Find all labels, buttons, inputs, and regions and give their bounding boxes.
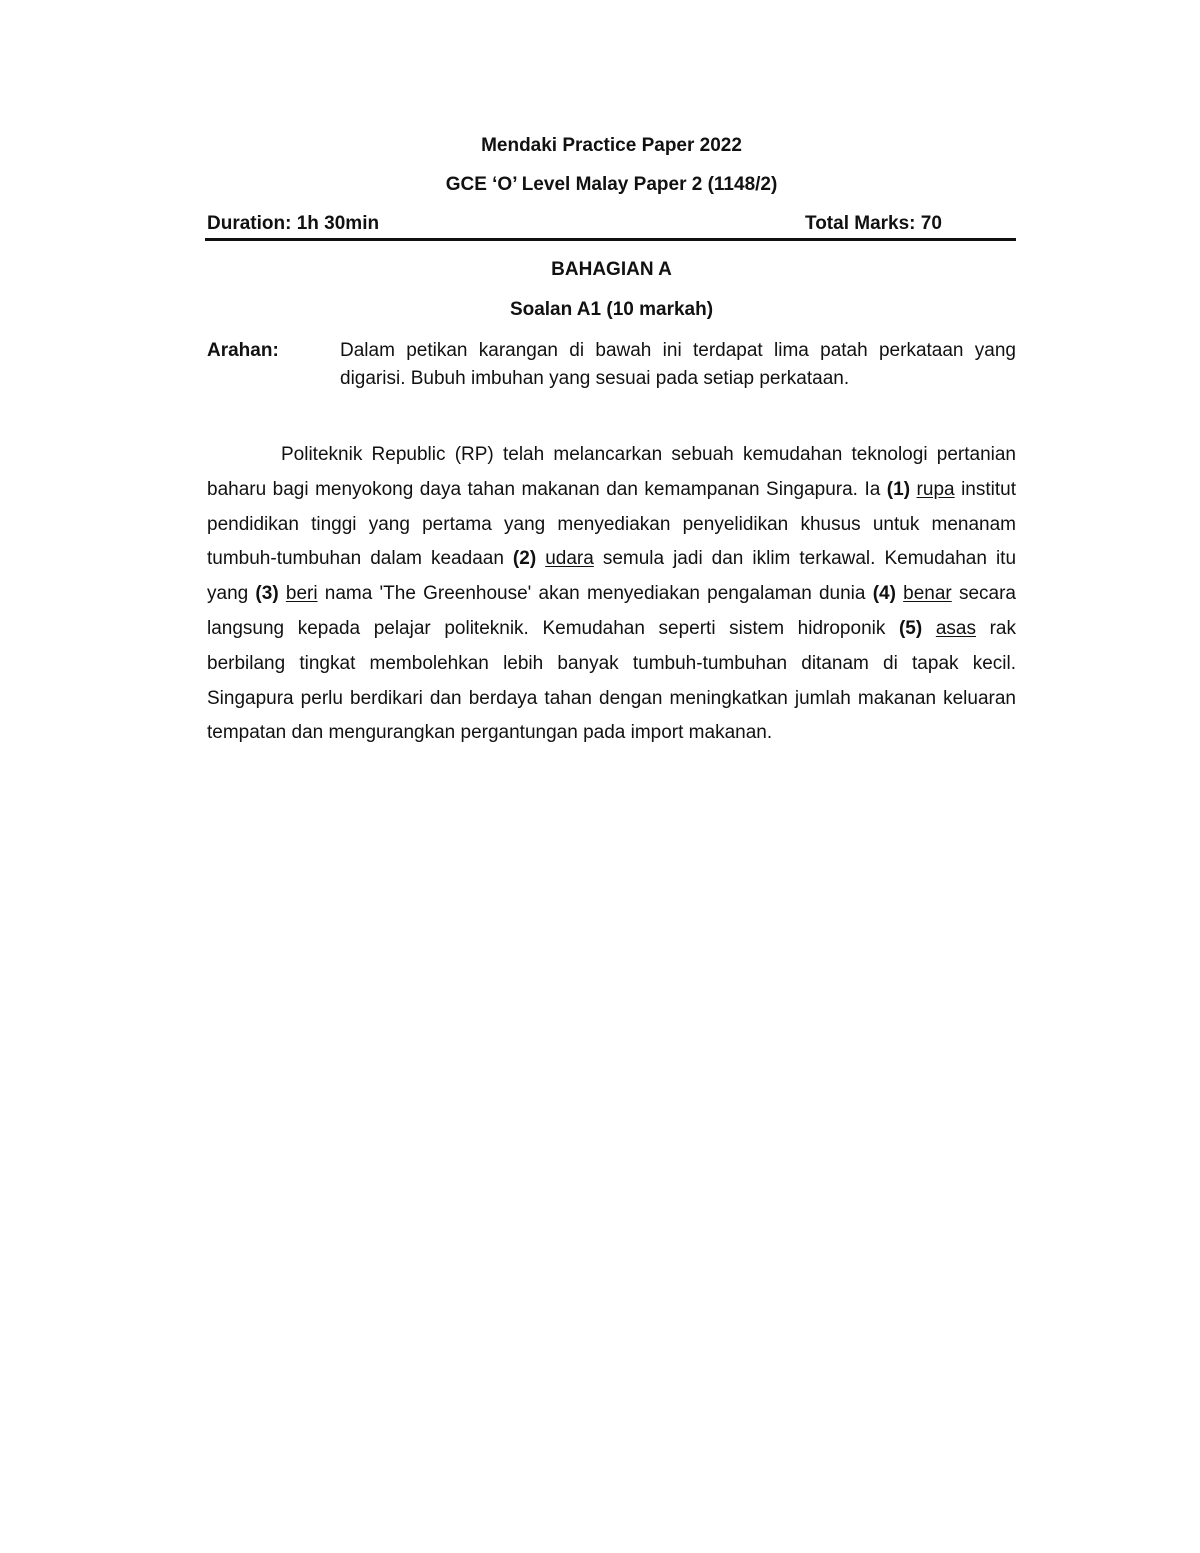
passage-text: rak berbilang tingkat membolehkan lebih banyak tumbuh-tumbuhan ditanam di tapak kecil. Singapura perlu berdikari dan berdaya tahan dengan meningkatkan jumlah makanan keluaran tempatan dan mengurangkan pergantungan pada import makanan. [207, 617, 1016, 744]
underlined-word-1: rupa [916, 478, 955, 500]
section-heading: BAHAGIAN A [551, 259, 672, 280]
duration-label: Duration: 1h 30min [207, 213, 380, 234]
total-marks-label: Total Marks: 70 [805, 213, 942, 234]
passage-text: secara langsung kepada pelajar politeknik. Kemudahan seperti sistem hidroponik [207, 583, 1016, 639]
instructions-text: Dalam petikan karangan di bawah ini terdapat lima patah perkataan yang digarisi. Bubuh imbuhan yang sesuai pada setiap perkataan. [340, 340, 1016, 389]
blank-number-1: (1) [886, 478, 911, 500]
header-divider [205, 238, 1016, 241]
paper-subtitle: GCE ‘O’ Level Malay Paper 2 (1148/2) [445, 174, 778, 195]
underlined-word-5: asas [935, 617, 976, 639]
underlined-word-3: beri [285, 583, 318, 605]
blank-number-3: (3) [255, 583, 279, 605]
instructions-label: Arahan: [207, 340, 279, 361]
blank-number-5: (5) [898, 617, 923, 639]
blank-number-2: (2) [512, 548, 537, 570]
underlined-word-4: benar [903, 583, 952, 605]
blank-number-4: (4) [872, 583, 896, 605]
underlined-word-2: udara [545, 548, 594, 570]
paper-title: Mendaki Practice Paper 2022 [481, 135, 742, 156]
passage-text: Politeknik Republic (RP) telah melancarkan sebuah kemudahan teknologi pertanian baharu bagi menyokong daya tahan makanan dan kemampanan Singapura. Ia [207, 444, 1016, 500]
question-heading: Soalan A1 (10 markah) [509, 299, 714, 320]
passage-text: semula jadi dan iklim terkawal. Kemudahan itu yang [207, 548, 1017, 605]
passage-text: nama 'The Greenhouse' akan menyediakan pengalaman dunia [317, 583, 873, 605]
passage-text: institut pendidikan tinggi yang pertama yang menyediakan penyelidikan khusus untuk menanam tumbuh-tumbuhan dalam keadaan [207, 478, 1016, 570]
passage [207, 438, 1016, 751]
